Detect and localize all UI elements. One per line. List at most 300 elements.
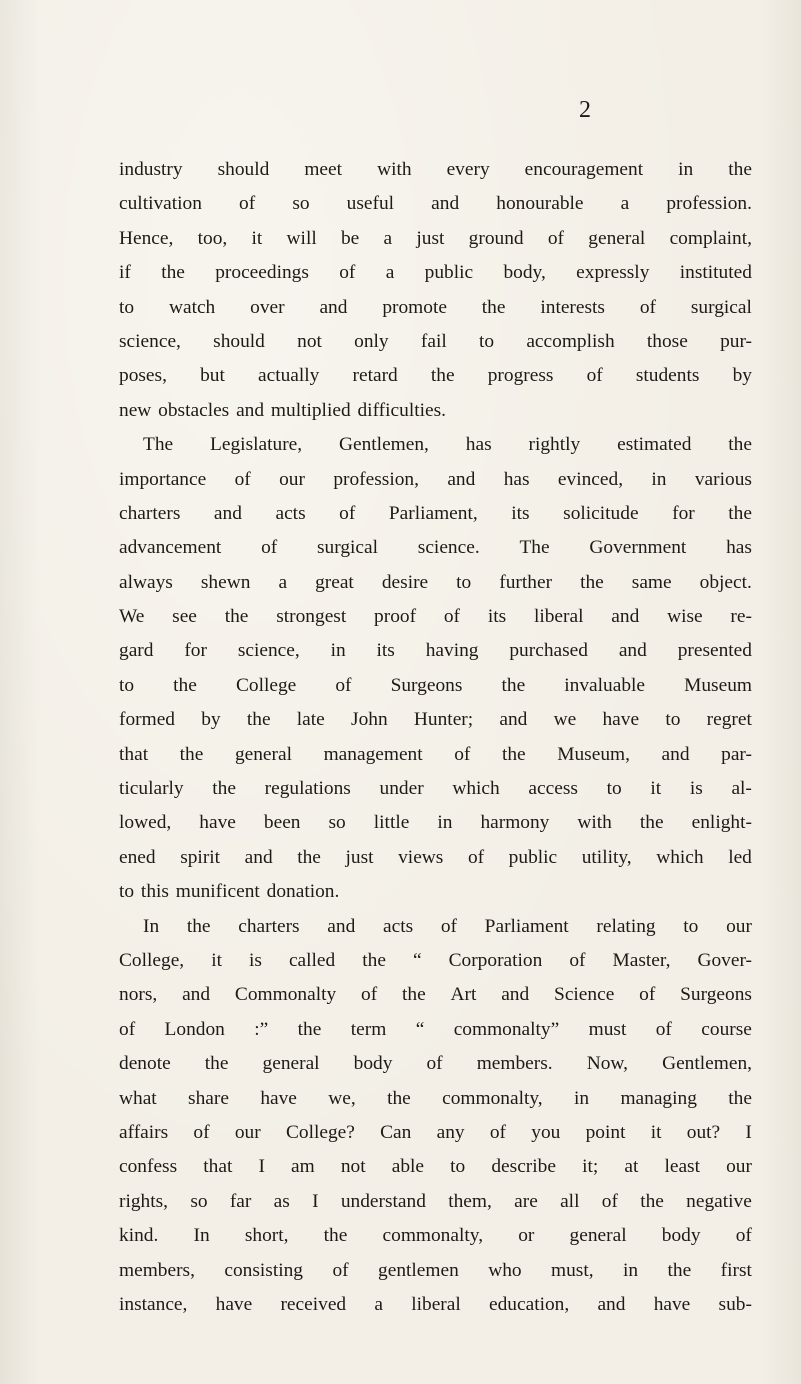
word: I	[745, 1121, 752, 1143]
word: watch	[168, 296, 216, 318]
text-line	[119, 256, 752, 290]
word: of	[443, 606, 461, 628]
word: just	[416, 227, 445, 249]
word: In	[143, 915, 160, 937]
word: every	[446, 159, 490, 180]
word: all	[560, 1190, 580, 1212]
word: affairs	[119, 1121, 169, 1143]
text-line	[119, 738, 752, 772]
word: which	[656, 846, 704, 868]
text-line	[119, 910, 752, 944]
word: far	[229, 1190, 252, 1212]
word: so	[292, 193, 310, 215]
word: invaluable	[564, 674, 646, 696]
text-line	[119, 222, 752, 256]
text-line	[119, 944, 752, 978]
word: general	[588, 227, 646, 249]
word: to	[683, 915, 699, 937]
word: Hunter;	[413, 709, 474, 731]
word: kind.	[119, 1225, 159, 1247]
text-line	[119, 1150, 752, 1184]
word: poses,	[119, 365, 167, 387]
word: evinced,	[557, 468, 624, 490]
word: Corporation	[448, 949, 543, 971]
word: rightly	[528, 434, 581, 456]
word: same	[631, 571, 672, 593]
word: which	[452, 778, 500, 800]
word: what	[119, 1087, 157, 1109]
word: body	[661, 1225, 701, 1247]
word: College?	[285, 1121, 355, 1143]
word: we,	[328, 1087, 356, 1109]
word: it	[650, 778, 662, 800]
word: instance,	[119, 1293, 188, 1315]
word: of	[339, 262, 356, 284]
word: denote	[119, 1053, 171, 1075]
word: progress	[487, 365, 554, 387]
word: who	[488, 1259, 522, 1281]
word: various	[694, 468, 752, 490]
word: public	[424, 262, 474, 284]
word: and	[319, 296, 348, 318]
word: the	[430, 365, 455, 387]
word: and	[499, 709, 528, 731]
word: to	[456, 571, 472, 593]
word: re-	[730, 606, 752, 628]
word: to	[665, 709, 681, 731]
word: of	[239, 193, 256, 215]
word: strongest	[276, 606, 347, 628]
word: but	[200, 365, 225, 387]
word: complaint,	[669, 227, 752, 249]
word: John	[351, 709, 388, 731]
text-line	[119, 291, 752, 325]
word: in	[330, 640, 346, 662]
word: interests	[540, 296, 605, 318]
word: actually	[258, 365, 320, 387]
word: it;	[582, 1156, 599, 1178]
word: the	[297, 846, 321, 868]
word: Museum,	[557, 743, 630, 765]
word: will	[286, 227, 317, 249]
word: profession,	[333, 468, 419, 490]
word: our	[234, 1121, 261, 1143]
word: shewn	[200, 571, 251, 593]
word: of	[639, 296, 656, 318]
word: and	[597, 1293, 626, 1315]
word: of	[234, 468, 251, 490]
body-text	[119, 153, 752, 1322]
word: surgical	[316, 537, 379, 559]
word: Legislature,	[210, 434, 303, 456]
word: profession.	[666, 193, 752, 215]
word: Master,	[612, 949, 671, 971]
word: utility,	[581, 846, 632, 868]
word: liberal	[533, 606, 584, 628]
text-line	[119, 153, 752, 187]
word: enlight-	[691, 812, 752, 834]
word: has	[726, 537, 752, 559]
word: just	[345, 846, 374, 868]
word: under	[379, 778, 424, 800]
page-number: 2	[579, 97, 591, 123]
word: the	[204, 1053, 229, 1075]
text-line	[119, 1082, 752, 1116]
word: education,	[488, 1293, 570, 1315]
word: ticularly	[119, 778, 184, 800]
word: surgical	[690, 296, 752, 318]
word: Government	[589, 537, 687, 559]
word: estimated	[617, 434, 692, 456]
word: wise	[667, 606, 703, 628]
word: promote	[382, 296, 447, 318]
word: it	[211, 949, 222, 971]
word: be	[340, 227, 360, 249]
text-line	[119, 428, 752, 462]
word: in	[651, 468, 667, 490]
text-line	[119, 806, 752, 840]
word: to	[119, 296, 135, 318]
text-line: to this munificent donation.	[119, 881, 340, 903]
word: not	[340, 1156, 366, 1178]
word: the	[728, 1087, 752, 1109]
word: harmony	[480, 812, 550, 834]
word: should	[217, 159, 270, 180]
word: desire	[381, 571, 429, 593]
text-line	[119, 1288, 752, 1322]
word: in	[437, 812, 453, 834]
word: We	[119, 606, 145, 628]
word: the	[580, 571, 604, 593]
word: see	[172, 606, 197, 628]
text-line	[119, 978, 752, 1012]
word: the	[639, 812, 664, 834]
word: the	[362, 949, 386, 971]
word: of	[586, 365, 603, 387]
word: members,	[119, 1259, 195, 1281]
word: share	[188, 1087, 229, 1109]
word: that	[203, 1156, 233, 1178]
word: Gentlemen,	[338, 434, 429, 456]
word: so	[190, 1190, 208, 1212]
word: have	[199, 812, 236, 834]
word: has	[503, 468, 530, 490]
word: its	[487, 606, 507, 628]
word: a	[278, 571, 288, 593]
word: the	[667, 1259, 692, 1281]
text-line	[119, 1116, 752, 1150]
word: the	[297, 1018, 322, 1040]
word: ened	[119, 846, 156, 868]
word: gentlemen	[378, 1259, 459, 1281]
word: been	[263, 812, 301, 834]
word: have	[653, 1293, 691, 1315]
word: Gentlemen,	[662, 1053, 752, 1075]
word: general	[262, 1053, 320, 1075]
word: purchased	[509, 640, 588, 662]
text-line	[119, 841, 752, 875]
word: students	[635, 365, 700, 387]
word: Surgeons	[680, 984, 752, 1006]
word: the	[501, 674, 526, 696]
word: object.	[699, 571, 752, 593]
word: “	[415, 1018, 425, 1040]
word: those	[646, 330, 688, 352]
word: and	[182, 984, 211, 1006]
word: The	[519, 537, 550, 559]
word: of	[655, 1018, 672, 1040]
word: with	[577, 812, 612, 834]
word: has	[465, 434, 492, 456]
word: describe	[491, 1156, 556, 1178]
word: a	[383, 227, 393, 249]
word: the	[640, 1190, 664, 1212]
word: Surgeons	[390, 674, 463, 696]
word: of	[467, 846, 485, 868]
word: proof	[374, 606, 417, 628]
word: over	[250, 296, 285, 318]
word: at	[624, 1156, 639, 1178]
word: and	[327, 915, 356, 937]
word: by	[201, 709, 221, 731]
word: received	[280, 1293, 347, 1315]
word: in	[574, 1087, 590, 1109]
word: any	[436, 1121, 465, 1143]
word: formed	[119, 709, 175, 731]
word: and	[661, 743, 690, 765]
word: Museum	[684, 674, 752, 696]
word: am	[291, 1156, 315, 1178]
word: lowed,	[119, 812, 172, 834]
word: to	[450, 1156, 466, 1178]
word: to	[119, 674, 135, 696]
word: rights,	[119, 1190, 169, 1212]
word: Can	[380, 1121, 412, 1143]
word: al-	[731, 778, 752, 800]
word: acts	[275, 502, 306, 524]
word: of	[639, 984, 656, 1006]
word: and	[431, 193, 460, 215]
word: the	[173, 674, 197, 696]
word: acts	[382, 915, 414, 937]
word: we	[553, 709, 577, 731]
word: term	[350, 1018, 387, 1040]
text-line	[119, 359, 752, 393]
word: public	[508, 846, 558, 868]
word: gard	[119, 640, 154, 662]
word: great	[315, 571, 354, 593]
word: them,	[448, 1190, 492, 1212]
word: of	[193, 1121, 210, 1143]
word: body	[353, 1053, 393, 1075]
word: encouragement	[524, 159, 644, 180]
word: the	[501, 743, 526, 765]
word: Science	[554, 984, 615, 1006]
word: and	[618, 640, 647, 662]
word: understand	[340, 1190, 426, 1212]
text-line	[119, 566, 752, 600]
word: and	[447, 468, 476, 490]
word: proceedings	[215, 262, 309, 284]
text-line	[119, 463, 752, 497]
word: for	[672, 502, 695, 524]
word: our	[726, 915, 752, 937]
word: Gover-	[697, 949, 752, 971]
word: led	[728, 846, 752, 868]
word: I	[312, 1190, 319, 1212]
word: have	[215, 1293, 253, 1315]
word: College,	[119, 949, 185, 971]
word: too,	[197, 227, 228, 249]
word: Parliament,	[388, 502, 478, 524]
text-line	[119, 187, 752, 221]
word: the	[212, 778, 236, 800]
word: fail	[420, 330, 447, 352]
word: commonalty,	[382, 1225, 484, 1247]
word: science,	[119, 330, 181, 352]
word: if	[119, 262, 131, 284]
word: management	[323, 743, 423, 765]
word: to	[606, 778, 622, 800]
word: spirit	[180, 846, 221, 868]
word: managing	[620, 1087, 697, 1109]
word: have	[602, 709, 640, 731]
word: point	[585, 1121, 626, 1143]
word: College	[235, 674, 297, 696]
word: further	[499, 571, 553, 593]
word: relating	[596, 915, 656, 937]
word: The	[143, 434, 174, 456]
word: pur-	[720, 330, 752, 352]
word: of	[440, 915, 457, 937]
word: is	[689, 778, 703, 800]
word: of	[119, 1018, 136, 1040]
word: of	[601, 1190, 618, 1212]
word: as	[273, 1190, 290, 1212]
word: it	[251, 227, 263, 249]
word: of	[547, 227, 565, 249]
word: access	[528, 778, 578, 800]
text-line	[119, 1013, 752, 1047]
word: members.	[476, 1053, 553, 1075]
word: called	[288, 949, 336, 971]
word: meet	[304, 159, 343, 180]
word: of	[335, 674, 352, 696]
word: and	[611, 606, 640, 628]
word: you	[531, 1121, 561, 1143]
word: not	[297, 330, 322, 352]
word: the	[728, 159, 752, 180]
word: and	[501, 984, 530, 1006]
word: short,	[244, 1225, 289, 1247]
word: of	[361, 984, 378, 1006]
text-line	[119, 669, 752, 703]
word: science,	[237, 640, 300, 662]
word: of	[261, 537, 278, 559]
text-line	[119, 1047, 752, 1081]
word: for	[184, 640, 207, 662]
word: the	[224, 606, 249, 628]
word: charters	[238, 915, 300, 937]
word: industry	[119, 159, 183, 180]
word: views	[398, 846, 444, 868]
text-line	[119, 772, 752, 806]
text-line	[119, 325, 752, 359]
word: must,	[551, 1259, 594, 1281]
word: of	[454, 743, 471, 765]
word: must	[588, 1018, 627, 1040]
text-line: new obstacles and multiplied difficulties.	[119, 399, 446, 421]
word: Commonalty	[234, 984, 337, 1006]
word: of	[489, 1121, 507, 1143]
word: in	[623, 1259, 639, 1281]
word: the	[401, 984, 426, 1006]
word: or	[518, 1225, 535, 1247]
word: the	[387, 1087, 411, 1109]
text-line	[119, 1254, 752, 1288]
word: sub-	[718, 1293, 752, 1315]
word: able	[391, 1156, 425, 1178]
word: nors,	[119, 984, 158, 1006]
text-line	[119, 1219, 752, 1253]
word: body,	[503, 262, 546, 284]
word: a	[620, 193, 630, 215]
word: general	[569, 1225, 627, 1247]
word: least	[664, 1156, 700, 1178]
word: our	[279, 468, 305, 490]
word: of	[735, 1225, 752, 1247]
word: In	[193, 1225, 210, 1247]
word: liberal	[411, 1293, 461, 1315]
text-line	[119, 703, 752, 737]
word: the	[481, 296, 506, 318]
word: expressly	[576, 262, 650, 284]
word: of	[569, 949, 586, 971]
word: and	[213, 502, 242, 524]
word: commonalty”	[453, 1018, 560, 1040]
word: Hence,	[119, 227, 174, 249]
word: honourable	[496, 193, 584, 215]
word: the	[186, 915, 211, 937]
word: ground	[468, 227, 524, 249]
word: should	[213, 330, 265, 352]
text-line	[119, 1185, 752, 1219]
word: solicitude	[563, 502, 639, 524]
word: consisting	[224, 1259, 304, 1281]
word: only	[354, 330, 389, 352]
word: having	[425, 640, 479, 662]
word: negative	[686, 1190, 752, 1212]
word: the	[728, 434, 752, 456]
word: Art	[450, 984, 477, 1006]
word: science.	[417, 537, 480, 559]
word: to	[478, 330, 495, 352]
word: of	[426, 1053, 443, 1075]
word: I	[258, 1156, 265, 1178]
word: first	[720, 1259, 752, 1281]
word: charters	[119, 502, 181, 524]
word: of	[339, 502, 356, 524]
word: that	[119, 743, 149, 765]
word: late	[296, 709, 325, 731]
word: cultivation	[119, 193, 202, 215]
word: in	[678, 159, 694, 180]
word: presented	[677, 640, 752, 662]
word: always	[119, 571, 173, 593]
word: regulations	[264, 778, 351, 800]
word: the	[179, 743, 204, 765]
word: its	[376, 640, 395, 662]
